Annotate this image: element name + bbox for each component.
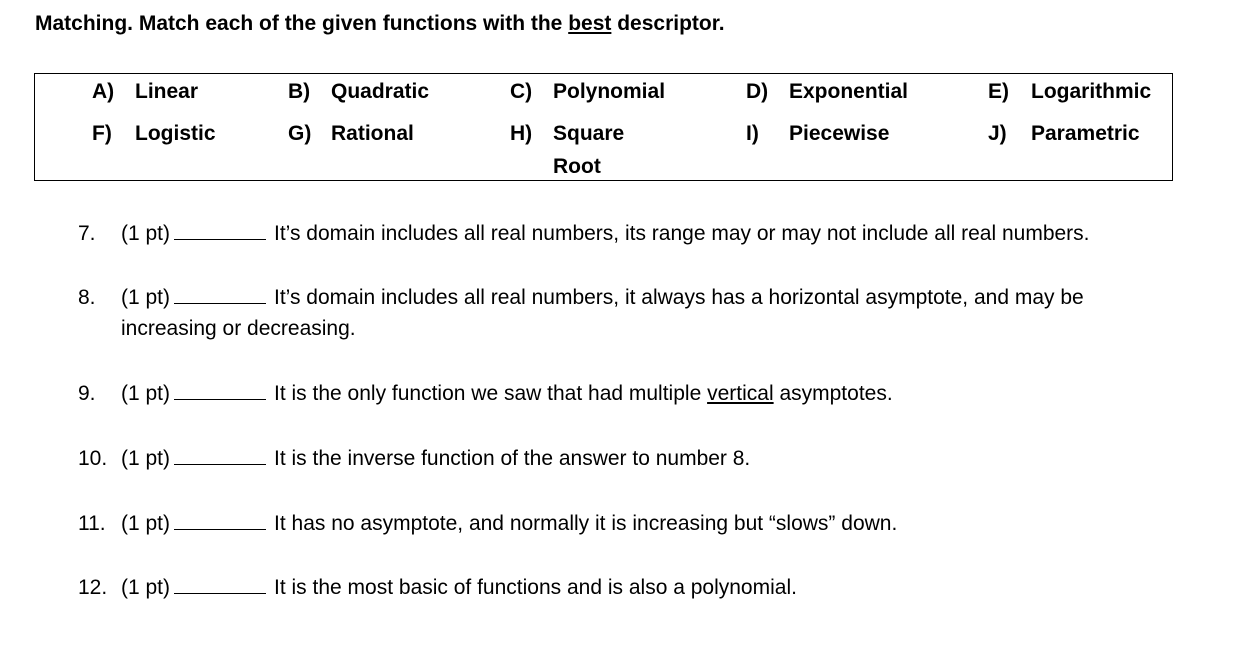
question-number: 8. xyxy=(78,286,96,309)
question-7 xyxy=(78,218,1090,249)
choice-e xyxy=(988,75,1151,108)
choice-letter: E) xyxy=(988,80,1009,103)
choice-letter: H) xyxy=(510,122,533,145)
answer-blank[interactable] xyxy=(174,446,266,465)
choice-label: Quadratic xyxy=(331,80,430,103)
choice-label: Polynomial xyxy=(553,80,666,103)
question-8-continuation: increasing or decreasing. xyxy=(121,317,356,340)
question-10 xyxy=(78,443,750,474)
choice-h xyxy=(510,117,624,183)
question-text: It is the most basic of functions and is also a polynomial. xyxy=(274,576,797,599)
choice-letter: D) xyxy=(746,80,769,103)
question-points: (1 pt) xyxy=(121,222,171,245)
question-points: (1 pt) xyxy=(121,512,171,535)
choice-d xyxy=(746,75,908,108)
answer-blank[interactable] xyxy=(174,575,266,594)
answer-blank[interactable] xyxy=(174,221,266,240)
question-number: 10. xyxy=(78,447,108,470)
question-text-emphasis: vertical xyxy=(707,382,774,405)
choice-f xyxy=(92,117,216,150)
question-text: It’s domain includes all real numbers, it always has a horizontal asymptote, and may be xyxy=(274,286,1084,309)
choice-label: Exponential xyxy=(789,80,909,103)
choice-c xyxy=(510,75,665,108)
choice-letter: G) xyxy=(288,122,312,145)
title-text-before: Matching. Match each of the given functions with the xyxy=(35,12,569,35)
answer-blank[interactable] xyxy=(174,285,266,304)
title-emphasis: best xyxy=(568,12,612,35)
question-points: (1 pt) xyxy=(121,382,171,405)
answer-blank[interactable] xyxy=(174,511,266,530)
question-text xyxy=(274,378,893,409)
question-text: It’s domain includes all real numbers, its range may or may not include all real numbers. xyxy=(274,222,1090,245)
choice-letter: J) xyxy=(988,122,1007,145)
question-12 xyxy=(78,572,797,603)
question-number: 9. xyxy=(78,382,96,405)
question-points: (1 pt) xyxy=(121,447,171,470)
question-text: It has no asymptote, and normally it is increasing but “slows” down. xyxy=(274,512,898,535)
question-text: It is the inverse function of the answer to number 8. xyxy=(274,447,751,470)
question-points: (1 pt) xyxy=(121,286,171,309)
question-8 xyxy=(78,282,1084,313)
choice-label: Piecewise xyxy=(789,122,890,145)
choice-letter: A) xyxy=(92,80,115,103)
choice-a xyxy=(92,75,198,108)
choice-label: Rational xyxy=(331,122,414,145)
choice-label: Logarithmic xyxy=(1031,80,1152,103)
question-number: 12. xyxy=(78,576,108,599)
question-number: 7. xyxy=(78,222,96,245)
question-text-after: asymptotes. xyxy=(773,382,893,405)
choice-label: Logistic xyxy=(135,122,216,145)
choice-j xyxy=(988,117,1140,150)
question-text-before: It is the only function we saw that had multiple xyxy=(274,382,708,405)
choice-letter: I) xyxy=(746,122,759,145)
choice-b xyxy=(288,75,429,108)
question-11 xyxy=(78,508,897,539)
answer-blank[interactable] xyxy=(174,381,266,400)
choice-i xyxy=(746,117,889,150)
choice-letter: B) xyxy=(288,80,311,103)
choice-label: Parametric xyxy=(1031,122,1140,145)
choice-g xyxy=(288,117,414,150)
choice-letter: C) xyxy=(510,80,533,103)
choice-label xyxy=(553,117,624,183)
choice-label-line-1: Square xyxy=(553,122,625,145)
page-title xyxy=(35,12,725,36)
question-number: 11. xyxy=(78,512,106,535)
question-points: (1 pt) xyxy=(121,576,171,599)
choice-label: Linear xyxy=(135,80,199,103)
choice-label-line-2: Root xyxy=(553,155,601,178)
question-9 xyxy=(78,378,893,409)
title-text-after: descriptor. xyxy=(611,12,725,35)
choice-letter: F) xyxy=(92,122,112,145)
